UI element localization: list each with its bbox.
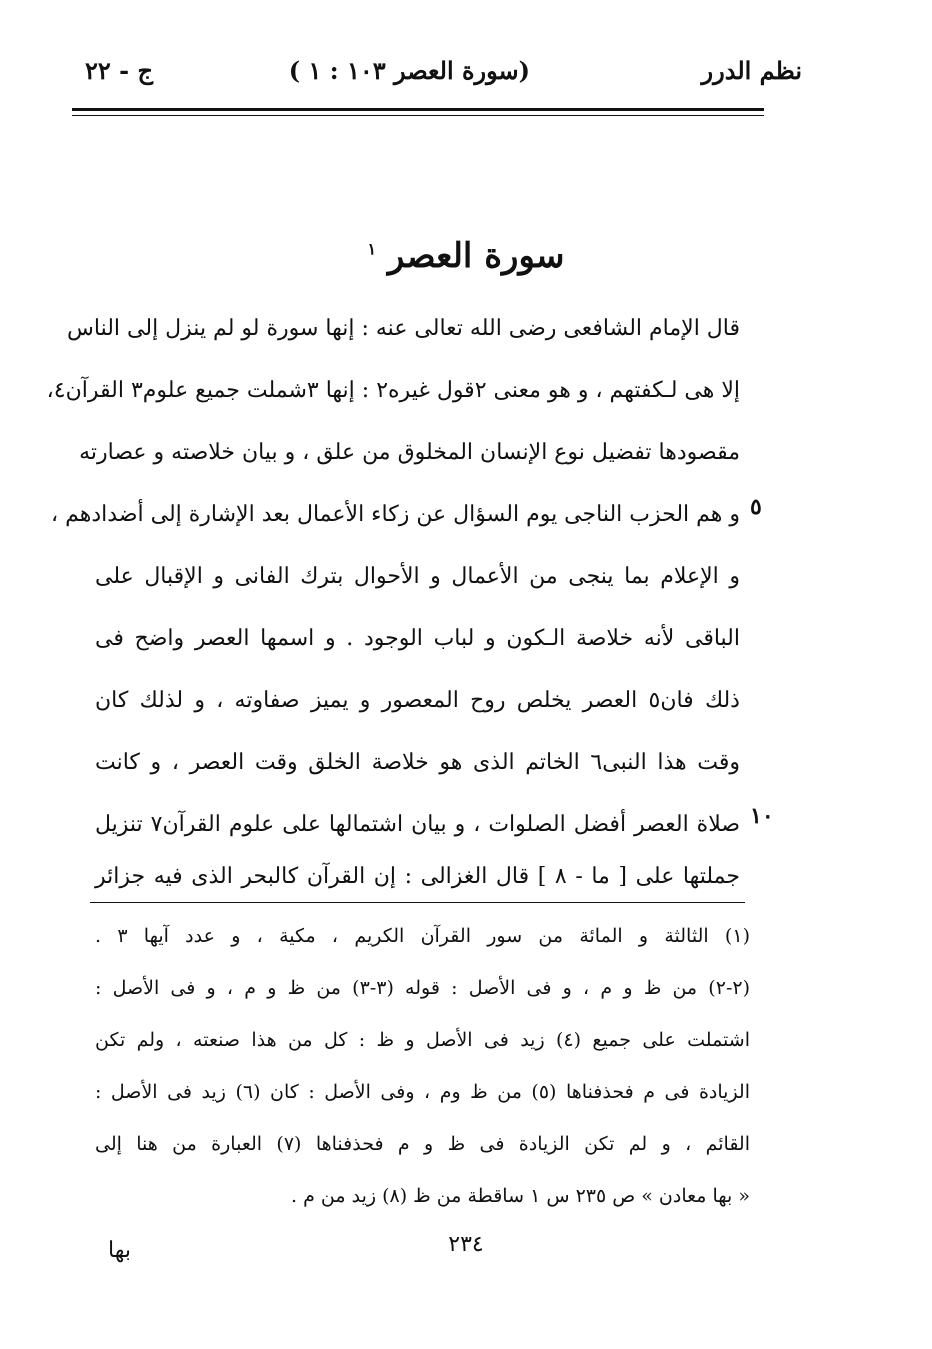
text-line: و الإعلام بما ينجى من الأعمال و الأحوال بترك الفانى و الإقبال على bbox=[95, 564, 740, 589]
surah-title-text: سورة العصر bbox=[387, 236, 565, 276]
surah-title-note-mark: ١ bbox=[367, 239, 377, 259]
text-line: ذلك فان٥ العصر يخلص روح المعصور و يميز صفاوته ، و لذلك كان bbox=[95, 688, 740, 713]
header-volume: ج - ٢٢ bbox=[85, 56, 153, 85]
header-rule-thin bbox=[72, 115, 764, 116]
text-line: صلاة العصر أفضل الصلوات ، و بيان اشتمالها على علوم القرآن٧ تنزيل bbox=[95, 812, 740, 837]
footnote-separator bbox=[90, 902, 745, 903]
line-number-10: ١٠ bbox=[750, 803, 774, 829]
header-rule-thick bbox=[72, 108, 764, 111]
footnote-line: (٢-٢) من ظ و م ، و فى الأصل : قوله (٣-٣) من ظ و م ، و فى الأصل : bbox=[95, 977, 750, 999]
text-line: وقت هذا النبى٦ الخاتم الذى هو خلاصة الخلق وقت العصر ، و كانت bbox=[95, 750, 740, 775]
header-surah-reference: (سورة العصر ١٠٣ : ١ ) bbox=[288, 56, 530, 85]
text-line: إلا هى لـكفتهم ، و هو معنى ٢قول غيره٢ : إنها ٣شملت جميع علوم٣ القرآن٤، bbox=[46, 378, 740, 403]
text-line: الباقى لأنه خلاصة الـكون و لباب الوجود . و اسمها العصر واضح فى bbox=[95, 626, 740, 651]
text-line: قال الإمام الشافعى رضى الله تعالى عنه : إنها سورة لو لم ينزل إلى الناس bbox=[67, 316, 740, 341]
footnote-line: (١) الثالثة و المائة من سور القرآن الكريم ، مكية ، و عدد آيها ٣ . bbox=[95, 925, 750, 947]
footnote-line: القائم ، و لم تكن الزيادة فى ظ و م فحذفناها (٧) العبارة من هنا إلى bbox=[95, 1133, 750, 1155]
text-line: جملتها على [ ما - ٨ ] قال الغزالى : إن القرآن كالبحر الذى فيه جزائر bbox=[95, 864, 740, 889]
footnote-line: الزيادة فى م فحذفناها (٥) من ظ وم ، وفى الأصل : كان (٦) زيد فى الأصل : bbox=[95, 1081, 751, 1103]
footnote-line: اشتملت على جميع (٤) زيد فى الأصل و ظ : كل من هذا صنعته ، ولم تكن bbox=[95, 1029, 750, 1051]
catchword: بها bbox=[108, 1238, 131, 1263]
surah-title bbox=[0, 236, 932, 276]
page-number: ٢٣٤ bbox=[448, 1232, 484, 1257]
text-line: و هم الحزب الناجى يوم السؤال عن زكاء الأعمال بعد الإشارة إلى أضدادهم ، bbox=[51, 502, 740, 527]
text-line: مقصودها تفضيل نوع الإنسان المخلوق من علق ، و بيان خلاصته و عصارته bbox=[79, 440, 740, 465]
line-number-5: ٥ bbox=[750, 494, 762, 520]
header-book-title: نظم الدرر bbox=[701, 56, 802, 85]
footnote-line: « بها معادن » ص ٢٣٥ س ١ ساقطة من ظ (٨) زيد من م . bbox=[291, 1185, 750, 1207]
